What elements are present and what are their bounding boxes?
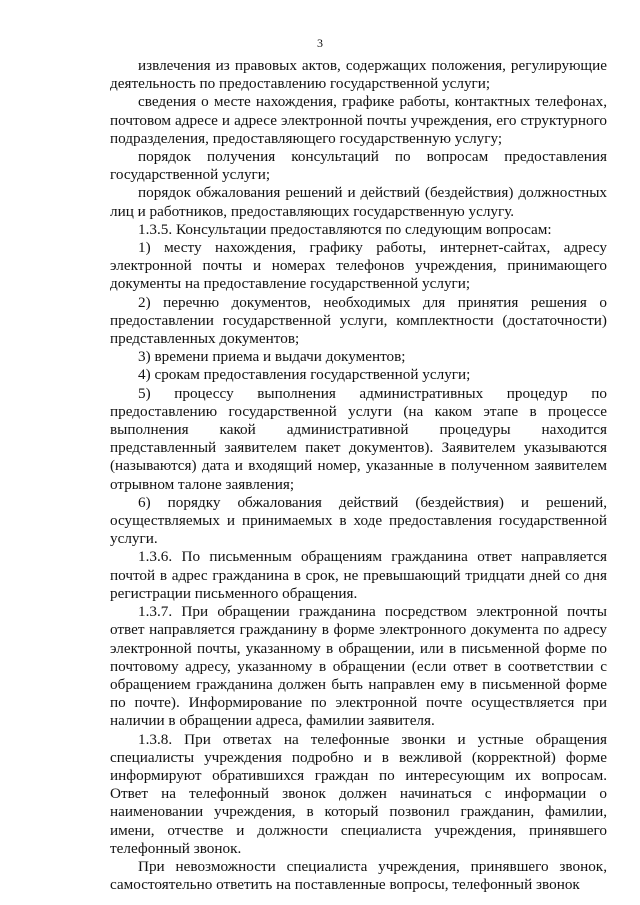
paragraph: 1.3.7. При обращении гражданина посредством электронной почты ответ направляется гражданину в форме электронного документа по адресу электронной почты, указанному в обращении, или в письменной форме по почтовому адресу, указанному в обращении (если ответ в соответствии с обращением гражданина должен быть направлен ему в письменной форме по почте). Информирование по электронной почте осуществляется при наличии в обращении адреса, фамилии заявителя. [110, 603, 607, 730]
paragraph: извлечения из правовых актов, содержащих положения, регулирующие деятельность по предоставлению государственной услуги; [110, 57, 607, 93]
list-item: 3) времени приема и выдачи документов; [138, 348, 406, 366]
paragraph: 1.3.5. Консультации предоставляются по следующим вопросам: [138, 220, 552, 238]
document-body [110, 57, 607, 894]
page-number: 3 [317, 36, 323, 50]
paragraph: 1.3.6. По письменным обращениям гражданина ответ направляется почтой в адрес гражданина в срок, не превышающий тридцати дней со дня регистрации письменного обращения. [110, 548, 607, 602]
paragraph: порядок получения консультаций по вопросам предоставления государственной услуги; [110, 148, 607, 184]
list-item: 6) порядку обжалования действий (бездействия) и решений, осуществляемых и принимаемых в ходе предоставления государственной услуги. [110, 493, 607, 548]
list-item: 5) процессу выполнения административных процедур по предоставлению государственной услуги (на каком этапе в процессе выполнения какой административной процедуры находится представленный заявителем пакет документов). Заявителем указываются (называются) дата и входящий номер, указанные в полученном заявителем отрывном талоне заявления; [110, 384, 607, 493]
list-item: 4) срокам предоставления государственной услуги; [138, 366, 471, 384]
paragraph: порядок обжалования решений и действий (бездействия) должностных лиц и работников, предоставляющих государственную услугу. [110, 184, 607, 220]
paragraph: сведения о месте нахождения, графике работы, контактных телефонах, почтовом адресе и адресе электронной почты учреждения, его структурного подразделения, предоставляющего государственную услугу; [110, 93, 607, 147]
list-item: 2) перечню документов, необходимых для принятия решения о предоставлении государственной услуги, комплектности (достаточности) представленных документов; [110, 293, 607, 348]
paragraph: При невозможности специалиста учреждения, принявшего звонок, самостоятельно ответить на поставленные вопросы, телефонный звонок [110, 857, 607, 894]
paragraph: 1.3.8. При ответах на телефонные звонки и устные обращения специалисты учреждения подробно и в вежливой (корректной) форме информируют обратившихся граждан по интересующим их вопросам. Ответ на телефонный звонок должен начинаться с информации о наименовании учреждения, в который позвонил гражданин, фамилии, имени, отчестве и должности специалиста учреждения, принявшего телефонный звонок. [110, 730, 607, 857]
list-item: 1) месту нахождения, графику работы, интернет-сайтах, адресу электронной почты и номерах телефонов учреждения, принимающего документы на предоставление государственной услуги; [110, 239, 607, 293]
